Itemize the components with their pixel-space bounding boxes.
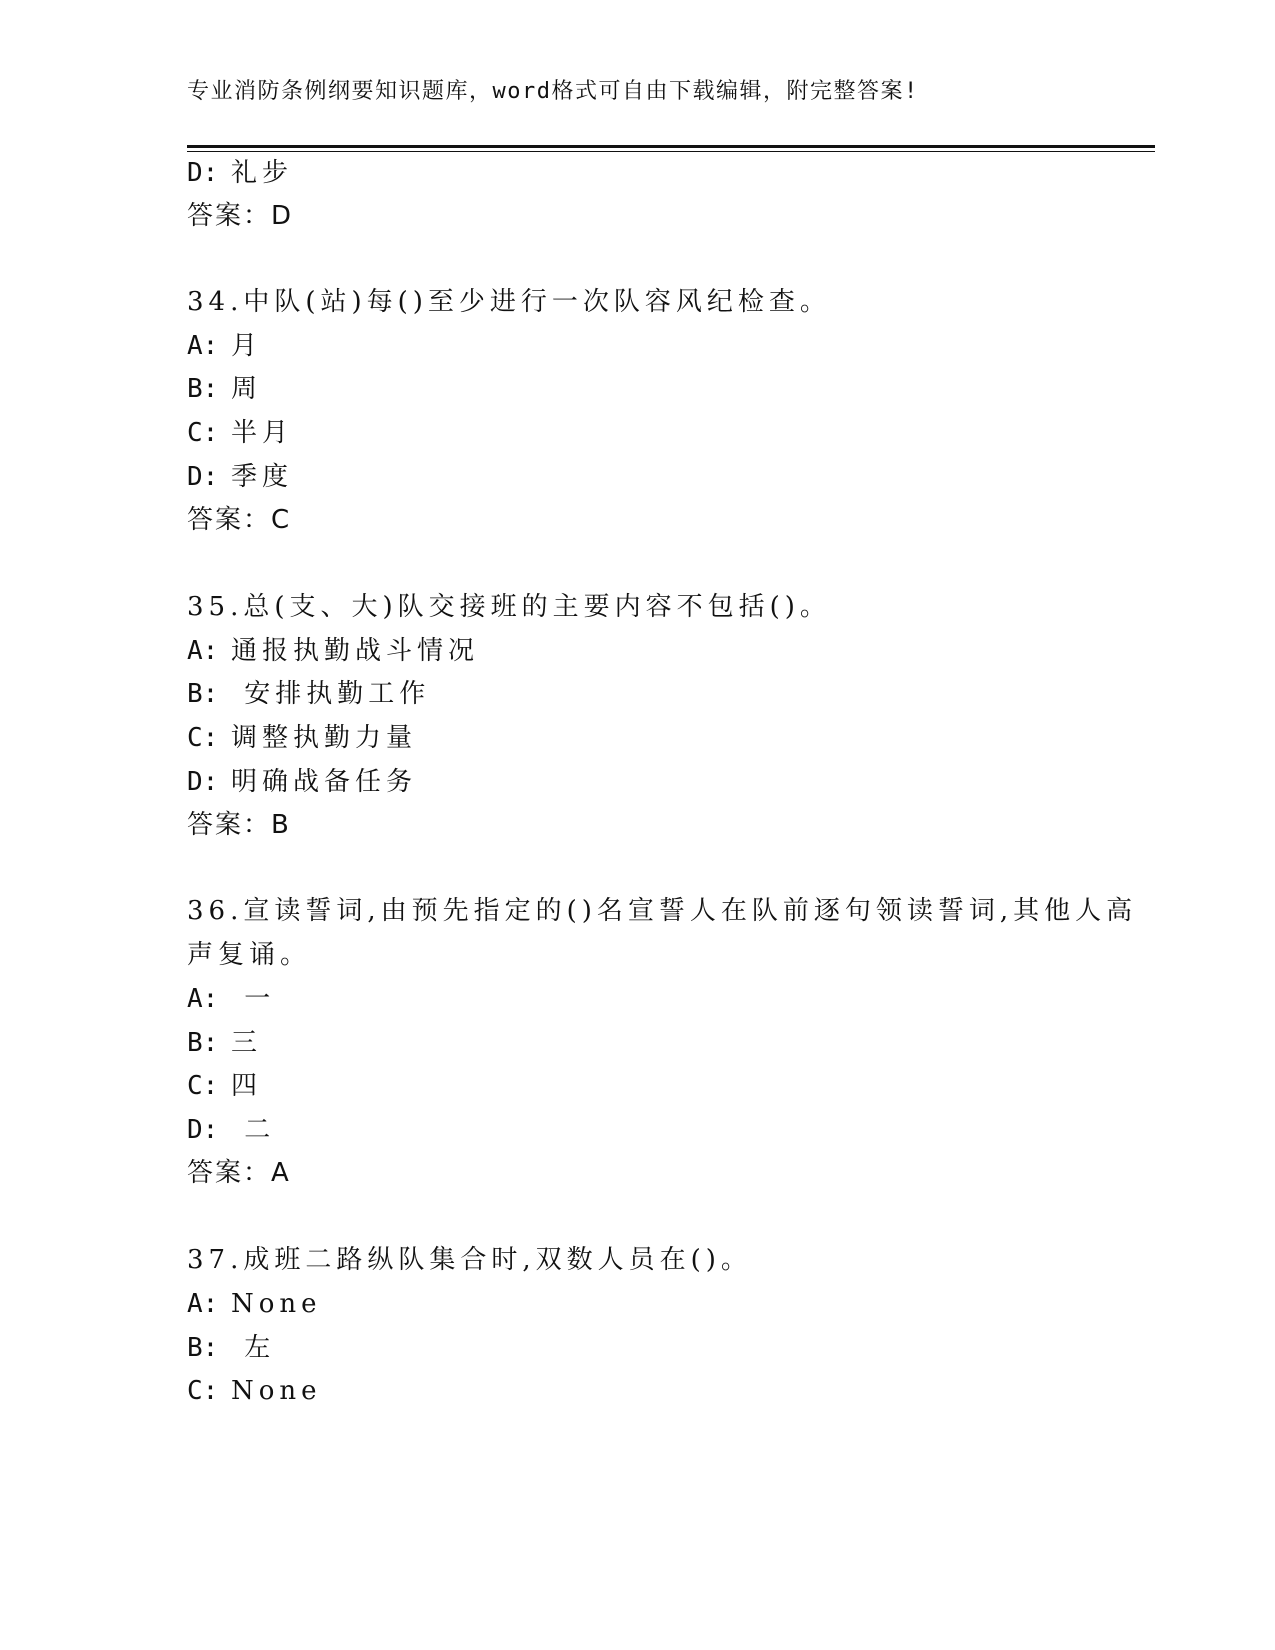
option-label: B: (187, 1333, 219, 1363)
question-line: 35.总(支、大)队交接班的主要内容不包括()。 (187, 592, 831, 622)
option-line (187, 1030, 262, 1056)
option-label: A: (187, 636, 219, 666)
option-label: B: (187, 1028, 219, 1058)
option-line (187, 681, 430, 707)
option-text: 左 (231, 1333, 276, 1363)
option-text: 明确战备任务 (231, 767, 418, 797)
option-line (187, 725, 417, 751)
option-line (187, 1378, 322, 1404)
option-label: B: (187, 679, 219, 709)
option-label: C: (187, 418, 219, 448)
option-line (187, 769, 417, 795)
option-line (187, 1291, 322, 1317)
header-rule-thin (187, 151, 1155, 152)
answer-line: 答案：C (187, 505, 292, 535)
option-line (187, 420, 293, 446)
answer-line: 答案：D (187, 201, 294, 231)
option-text: 礼步 (231, 158, 294, 188)
option-label: D: (187, 1115, 219, 1145)
option-text: 二 (231, 1115, 276, 1145)
option-label: D: (187, 767, 219, 797)
option-line (187, 464, 293, 490)
option-label: C: (187, 1071, 219, 1101)
option-label: D: (187, 462, 219, 492)
option-text: 调整执勤力量 (231, 723, 418, 753)
option-line (187, 638, 479, 664)
answer-line: 答案：A (187, 1158, 291, 1188)
option-text: 季度 (231, 462, 294, 492)
page-header: 专业消防条例纲要知识题库，word格式可自由下载编辑，附完整答案! (187, 79, 919, 104)
option-text: None (231, 1376, 322, 1406)
option-line (187, 1335, 275, 1361)
option-label: A: (187, 984, 219, 1014)
header-rule-thick (187, 145, 1155, 148)
option-line (187, 1117, 275, 1143)
option-label: C: (187, 1376, 219, 1406)
option-line (187, 160, 293, 186)
question-line: 37.成班二路纵队集合时,双数人员在()。 (187, 1245, 752, 1275)
option-line (187, 333, 262, 359)
question-line: 34.中队(站)每()至少进行一次队容风纪检查。 (187, 287, 831, 317)
question-line: 声复诵。 (187, 940, 312, 970)
option-line (187, 376, 262, 402)
answer-line: 答案：B (187, 810, 291, 840)
option-line (187, 1073, 262, 1099)
option-label: B: (187, 374, 219, 404)
option-label: A: (187, 1289, 219, 1319)
option-text: 一 (231, 984, 276, 1014)
option-text: 月 (231, 331, 263, 361)
question-line: 36.宣读誓词,由预先指定的()名宣誓人在队前逐句领读誓词,其他人高 (187, 896, 1138, 926)
option-line (187, 986, 275, 1012)
option-label: D: (187, 158, 219, 188)
option-text: 安排执勤工作 (231, 679, 431, 709)
option-label: C: (187, 723, 219, 753)
option-text: None (231, 1289, 322, 1319)
option-text: 四 (231, 1071, 263, 1101)
option-text: 周 (231, 374, 263, 404)
option-label: A: (187, 331, 219, 361)
option-text: 通报执勤战斗情况 (231, 636, 480, 666)
option-text: 半月 (231, 418, 294, 448)
option-text: 三 (231, 1028, 263, 1058)
